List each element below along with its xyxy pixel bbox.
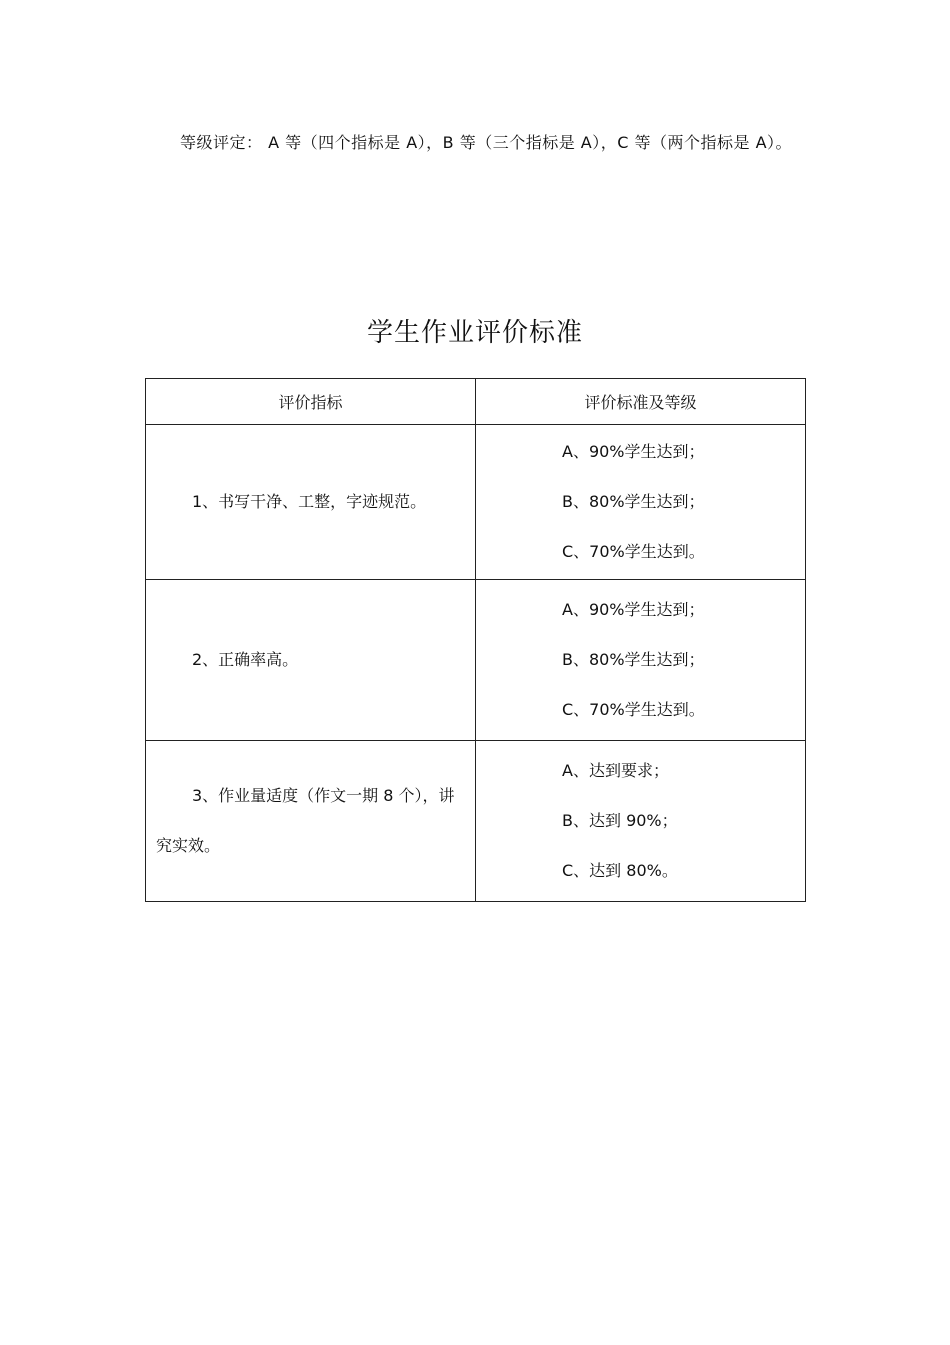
level-item: A、90%学生达到； bbox=[562, 442, 705, 461]
indicator-cell bbox=[146, 741, 476, 902]
grading-rule-paragraph: 等级评定： A 等（四个指标是 A），B 等（三个指标是 A），C 等（两个指标是 A）。 bbox=[180, 133, 793, 152]
indicator-text: 1、书写干净、工整，字迹规范。 bbox=[192, 492, 427, 511]
level-item: C、70%学生达到。 bbox=[562, 542, 705, 561]
level-list bbox=[476, 585, 805, 735]
levels-cell bbox=[476, 741, 806, 902]
level-item: B、80%学生达到； bbox=[562, 650, 705, 669]
indicator-cell bbox=[146, 425, 476, 580]
header-indicator: 评价指标 bbox=[146, 379, 476, 425]
levels-cell bbox=[476, 425, 806, 580]
level-list bbox=[476, 746, 805, 896]
table-header-row bbox=[146, 379, 806, 425]
level-item: C、70%学生达到。 bbox=[562, 700, 705, 719]
level-item: B、80%学生达到； bbox=[562, 492, 705, 511]
level-item: B、达到 90%； bbox=[562, 811, 678, 830]
header-standard: 评价标准及等级 bbox=[476, 379, 806, 425]
levels-cell bbox=[476, 580, 806, 741]
table-row bbox=[146, 741, 806, 902]
evaluation-criteria-table bbox=[145, 378, 806, 902]
level-item: C、达到 80%。 bbox=[562, 861, 678, 880]
indicator-text: 3、作业量适度（作文一期 8 个），讲究实效。 bbox=[156, 786, 455, 855]
table-row bbox=[146, 580, 806, 741]
level-item: A、达到要求； bbox=[562, 761, 669, 780]
indicator-cell bbox=[146, 580, 476, 741]
level-list bbox=[476, 427, 805, 577]
table-row bbox=[146, 425, 806, 580]
indicator-text: 2、正确率高。 bbox=[192, 650, 299, 669]
level-item: A、90%学生达到； bbox=[562, 600, 705, 619]
document-title: 学生作业评价标准 bbox=[366, 318, 583, 348]
